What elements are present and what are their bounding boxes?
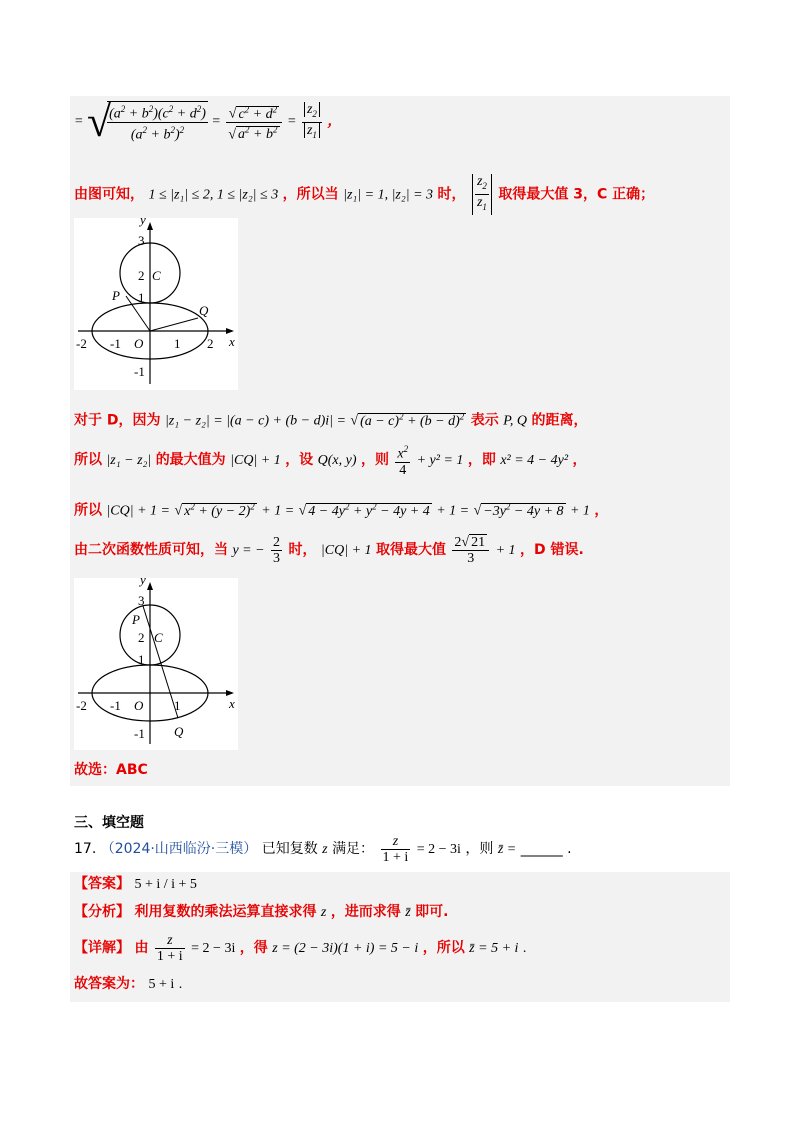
section-title: 三、填空题	[74, 815, 144, 831]
figure-ellipse-circle-1	[74, 218, 238, 390]
detail-line: 【详解】 由 $\frac{z}{1 + i}$ = 2 − 3i ，得 z = (2 − 3i)(1 + i) = 5 − i ，所以 z̄ = 5 + i .	[74, 932, 527, 964]
svg-text:P: P	[112, 288, 120, 303]
question-17: 17. （2024·山西临汾·三模） 已知复数 z 满足： $\frac{z}{1 + i}$ = 2 − 3i ，则 z̄ = ______ .	[74, 833, 572, 865]
formula-line-c: = √ $\frac{(a^2 + b^2)(c^2 + d^2)}{(a^2 + b^2)^2}$ = $\frac{√ c^2 + d^2}{√ a^2 + b^2}$ = $\frac{z_2}{z_1}$ ，	[74, 97, 342, 146]
svg-text:1: 1	[138, 290, 145, 305]
svg-text:y: y	[140, 218, 146, 227]
final-choice: 故选：ABC	[74, 762, 148, 778]
svg-text:y: y	[140, 578, 146, 587]
svg-text:P: P	[132, 612, 140, 627]
svg-text:x: x	[229, 334, 235, 349]
svg-text:2: 2	[138, 630, 145, 645]
part-d-line-4: 由二次函数性质可知，当 y = − $\frac{2}{3}$ 时， |CQ| + 1 取得最大值 $\frac{2√ 21}{3}$ + 1 ，D 错误.	[74, 534, 584, 566]
svg-text:Q: Q	[199, 303, 209, 318]
svg-text:C: C	[154, 630, 163, 645]
conclusion-c: 由图可知， 1 ≤ |z₁| ≤ 2, 1 ≤ |z₂| ≤ 3 ，所以当 |z₁| = 1, |z₂| = 3 时， $\frac{z_2}{z_1}$ 取得最大值 3，C 正确；	[74, 174, 654, 206]
svg-text:-1: -1	[110, 698, 121, 713]
svg-text:3: 3	[138, 593, 145, 608]
svg-text:-2: -2	[76, 698, 87, 713]
svg-text:-1: -1	[110, 336, 121, 351]
svg-text:3: 3	[138, 233, 145, 248]
part-d-line-3: 所以 |CQ| + 1 = √ $x^2 + (y - 2)^2 + 1$ = √ $4 - 4y^2 + y^2 - 4y + 4 + 1$ = √ $-3y^2 - 4y + 8 + 1$ ，	[74, 501, 609, 519]
svg-text:1: 1	[174, 336, 181, 351]
svg-text:2: 2	[138, 268, 145, 283]
svg-text:C: C	[152, 268, 161, 283]
answer-blank: ______	[520, 841, 563, 857]
figure-1-svg	[74, 218, 238, 390]
svg-text:-2: -2	[76, 336, 87, 351]
figure-ellipse-circle-2	[74, 578, 238, 750]
svg-text:x: x	[229, 696, 235, 711]
question-number: 17.	[74, 841, 97, 857]
question-source: （2024·山西临汾·三模）	[100, 841, 258, 857]
svg-text:-1: -1	[134, 364, 145, 379]
svg-text:O: O	[134, 336, 144, 351]
part-d-line-1: 对于 D，因为 |z₁ − z₂| = |(a − c) + (b − d)i| = √ $(a - c)^2 + (b - d)^2$ 表示 P, Q 的距离，	[74, 411, 588, 429]
final-answer-line: 故答案为： 5 + i .	[74, 976, 183, 992]
svg-text:1: 1	[138, 652, 145, 667]
figure-2-svg	[74, 578, 238, 750]
svg-text:Q: Q	[174, 724, 184, 739]
svg-text:O: O	[134, 698, 144, 713]
answer-line: 【答案】 5 + i / i + 5	[74, 876, 197, 892]
svg-text:2: 2	[207, 336, 214, 351]
analysis-line: 【分析】 利用复数的乘法运算直接求得 z ，进而求得 z̄ 即可.	[74, 904, 449, 920]
part-d-line-2: 所以 |z₁ − z₂| 的最大值为 |CQ| + 1 ，设 Q(x, y) ，则 $\frac{x^2}{4}$ + y² = 1 ，即 x² = 4 − 4y² ，	[74, 444, 587, 478]
svg-text:-1: -1	[134, 726, 145, 741]
svg-text:1: 1	[174, 698, 181, 713]
